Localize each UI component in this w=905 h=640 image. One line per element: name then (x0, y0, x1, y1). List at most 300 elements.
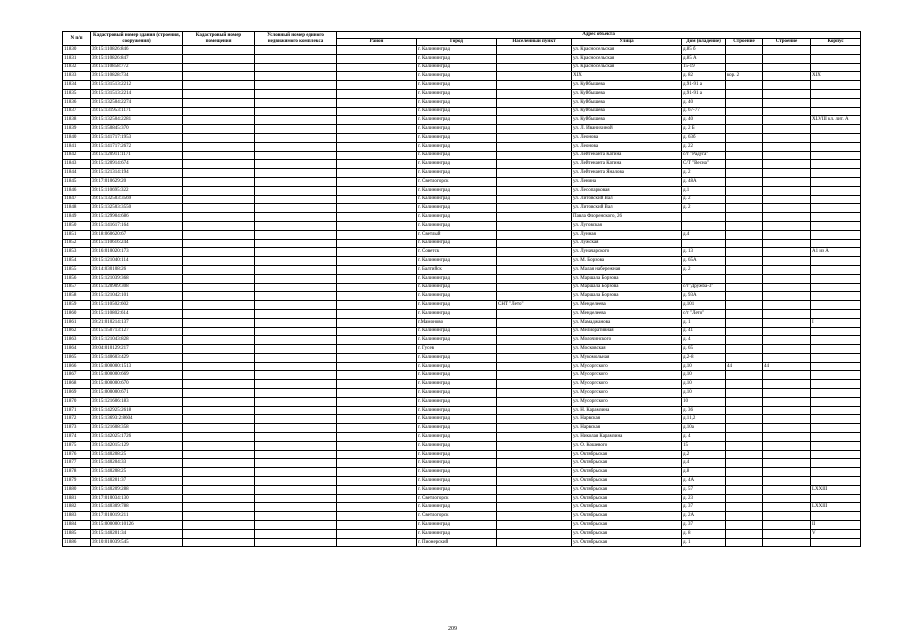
settlement-cell (497, 169, 572, 178)
street-cell: ул. Лесопарковая (572, 186, 682, 195)
num-cell: 11834 (63, 81, 91, 90)
complex-cell (255, 204, 337, 213)
complex-cell (255, 230, 337, 239)
cadastral-building-cell: 39:15:140209:288 (91, 485, 183, 494)
district-cell (337, 380, 417, 389)
col-building-header: Строение (726, 39, 763, 46)
district-cell (337, 521, 417, 530)
structure-cell (763, 371, 811, 380)
cadastral-room-cell (183, 380, 255, 389)
house-cell: д.10 (682, 380, 726, 389)
cadastral-room-cell (183, 433, 255, 442)
settlement-cell (497, 107, 572, 116)
cadastral-building-cell: 39:15:141717:2672 (91, 142, 183, 151)
street-cell: ул. Маршала Борзова (572, 283, 682, 292)
complex-cell (255, 318, 337, 327)
settlement-cell (497, 380, 572, 389)
cadastral-room-cell (183, 459, 255, 468)
district-cell (337, 63, 417, 72)
house-cell: 10 (682, 397, 726, 406)
complex-cell (255, 213, 337, 222)
city-cell: г. Калининград (417, 160, 497, 169)
korpus-cell (811, 107, 861, 116)
district-cell (337, 125, 417, 134)
num-cell: 11878 (63, 468, 91, 477)
city-cell: г. Калининград (417, 406, 497, 415)
cadastral-building-cell: 39:15:120914:674 (91, 160, 183, 169)
table-row (63, 133, 861, 142)
city-cell: г. Калининград (417, 485, 497, 494)
cadastral-building-cell: 39:15:110695:322 (91, 186, 183, 195)
cadastral-room-cell (183, 397, 255, 406)
table-row (63, 309, 861, 318)
structure-cell (763, 213, 811, 222)
street-cell: ул. Мусоргского (572, 397, 682, 406)
city-cell: г. Калининград (417, 133, 497, 142)
city-cell: г. Калининград (417, 257, 497, 266)
num-cell: 11879 (63, 477, 91, 486)
table-row (63, 169, 861, 178)
complex-cell (255, 72, 337, 81)
structure-cell (763, 169, 811, 178)
cadastral-room-cell (183, 177, 255, 186)
korpus-cell (811, 213, 861, 222)
table-row (63, 450, 861, 459)
cadastral-building-cell: 39:15:110858:772 (91, 63, 183, 72)
cadastral-building-cell: 39:15:121043:828 (91, 336, 183, 345)
building-cell (726, 503, 763, 512)
cadastral-room-cell (183, 107, 255, 116)
street-cell: ул. Октябрьская (572, 521, 682, 530)
structure-cell (763, 318, 811, 327)
korpus-cell (811, 63, 861, 72)
settlement-cell (497, 274, 572, 283)
building-cell: кор. 2 (726, 72, 763, 81)
city-cell: г. Советск (417, 248, 497, 257)
num-cell: 11840 (63, 133, 91, 142)
complex-cell (255, 301, 337, 310)
korpus-cell (811, 406, 861, 415)
city-cell: г. Калининград (417, 107, 497, 116)
cadastral-room-cell (183, 186, 255, 195)
settlement-cell (497, 72, 572, 81)
num-cell: 11886 (63, 538, 91, 547)
cadastral-building-cell: 39:15:150713:127 (91, 327, 183, 336)
complex-cell (255, 265, 337, 274)
city-cell: г. Калининград (417, 292, 497, 301)
district-cell (337, 195, 417, 204)
cadastral-building-cell: 39:15:140201:37 (91, 477, 183, 486)
complex-cell (255, 529, 337, 538)
street-cell: ул. Красносельская (572, 54, 682, 63)
cadastral-building-cell: 39:15:132503:3569 (91, 195, 183, 204)
col-house-header: Дом (владение) (682, 39, 726, 46)
table-header (63, 32, 861, 46)
table-row (63, 512, 861, 521)
table-row (63, 107, 861, 116)
cadastral-room-cell (183, 336, 255, 345)
structure-cell (763, 177, 811, 186)
city-cell: г. Калининград (417, 503, 497, 512)
table-row (63, 186, 861, 195)
district-cell (337, 406, 417, 415)
city-cell: г. Калининград (417, 204, 497, 213)
korpus-cell: II (811, 521, 861, 530)
complex-cell (255, 116, 337, 125)
district-cell (337, 318, 417, 327)
settlement-cell (497, 459, 572, 468)
settlement-cell (497, 283, 572, 292)
building-cell (726, 292, 763, 301)
street-cell: ул. Леонова (572, 133, 682, 142)
complex-cell (255, 521, 337, 530)
korpus-cell (811, 265, 861, 274)
street-cell: ул. Николая Карамзина (572, 433, 682, 442)
city-cell: г. Калининград (417, 142, 497, 151)
house-cell: д.101 (682, 301, 726, 310)
cadastral-room-cell (183, 371, 255, 380)
city-cell: г. Калининград (417, 353, 497, 362)
house-cell: д. 8 (682, 529, 726, 538)
building-cell (726, 186, 763, 195)
table-row (63, 477, 861, 486)
structure-cell (763, 529, 811, 538)
num-cell: 11841 (63, 142, 91, 151)
street-cell: ул. Куйбышева (572, 81, 682, 90)
settlement-cell (497, 98, 572, 107)
table-row (63, 424, 861, 433)
cadastral-room-cell (183, 133, 255, 142)
table-row (63, 125, 861, 134)
building-cell (726, 283, 763, 292)
street-cell: ул. Куйбышева (572, 98, 682, 107)
district-cell (337, 292, 417, 301)
num-cell: 11843 (63, 160, 91, 169)
district-cell (337, 397, 417, 406)
building-cell (726, 415, 763, 424)
complex-cell (255, 248, 337, 257)
cadastral-building-cell: 39:15:129904:686 (91, 213, 183, 222)
structure-cell (763, 538, 811, 547)
complex-cell (255, 257, 337, 266)
settlement-cell (497, 309, 572, 318)
table-row (63, 441, 861, 450)
street-cell: ул. Луначарского (572, 248, 682, 257)
table-row (63, 494, 861, 503)
city-cell: г. Калининград (417, 336, 497, 345)
num-cell: 11859 (63, 301, 91, 310)
korpus-cell (811, 169, 861, 178)
korpus-cell: А1 из А (811, 248, 861, 257)
house-cell: 15-19 (682, 63, 726, 72)
complex-cell (255, 538, 337, 547)
district-cell (337, 81, 417, 90)
structure-cell (763, 353, 811, 362)
city-cell: г. Калининград (417, 309, 497, 318)
settlement-cell (497, 195, 572, 204)
house-cell: с/т"Дружба-3" (682, 283, 726, 292)
korpus-cell: V (811, 529, 861, 538)
structure-cell (763, 72, 811, 81)
table-row (63, 195, 861, 204)
street-cell: ул. Октябрьская (572, 503, 682, 512)
num-cell: 11847 (63, 195, 91, 204)
cadastral-building-cell: 39:15:132504:2281 (91, 116, 183, 125)
structure-cell (763, 248, 811, 257)
building-cell (726, 221, 763, 230)
cadastral-room-cell (183, 309, 255, 318)
district-cell (337, 204, 417, 213)
city-cell: г. Калининград (417, 327, 497, 336)
settlement-cell (497, 494, 572, 503)
building-cell (726, 494, 763, 503)
table-row (63, 538, 861, 547)
city-cell: г. Светлый (417, 230, 497, 239)
district-cell (337, 424, 417, 433)
building-cell (726, 81, 763, 90)
house-cell: д.4 (682, 230, 726, 239)
settlement-cell (497, 512, 572, 521)
street-cell: ул. Лужская (572, 239, 682, 248)
korpus-cell (811, 186, 861, 195)
city-cell: г. Светлогорск (417, 177, 497, 186)
complex-cell (255, 433, 337, 442)
korpus-cell (811, 160, 861, 169)
col-district-header: Район (337, 39, 417, 46)
structure-cell (763, 485, 811, 494)
cadastral-building-cell: 39:15:140208:25 (91, 450, 183, 459)
num-cell: 11862 (63, 327, 91, 336)
complex-cell (255, 424, 337, 433)
cadastral-room-cell (183, 503, 255, 512)
complex-cell (255, 81, 337, 90)
cadastral-room-cell (183, 529, 255, 538)
building-cell (726, 371, 763, 380)
num-cell: 11880 (63, 485, 91, 494)
city-cell: г. Калининград (417, 433, 497, 442)
settlement-cell (497, 54, 572, 63)
settlement-cell (497, 318, 572, 327)
cadastral-room-cell (183, 204, 255, 213)
street-cell: ул. Мусоргского (572, 362, 682, 371)
table-row (63, 459, 861, 468)
num-cell: 11855 (63, 265, 91, 274)
settlement-cell (497, 160, 572, 169)
city-cell: г. Калининград (417, 151, 497, 160)
complex-cell (255, 283, 337, 292)
building-cell (726, 257, 763, 266)
street-cell: ул. Нарвская (572, 424, 682, 433)
settlement-cell (497, 521, 572, 530)
street-cell: ул. Красносельская (572, 63, 682, 72)
cadastral-building-cell: 39:17:010019:211 (91, 512, 183, 521)
cadastral-room-cell (183, 116, 255, 125)
building-cell (726, 151, 763, 160)
cadastral-building-cell: 39:15:110826:847 (91, 54, 183, 63)
korpus-cell (811, 433, 861, 442)
street-cell: Павла Флоренского, 26 (572, 213, 682, 222)
building-cell (726, 380, 763, 389)
complex-cell (255, 362, 337, 371)
col-city-header: Город (417, 39, 497, 46)
district-cell (337, 468, 417, 477)
settlement-cell (497, 424, 572, 433)
street-cell: ул. Литовский Вал (572, 204, 682, 213)
settlement-cell (497, 477, 572, 486)
cadastral-building-cell: 39:15:142015:129 (91, 441, 183, 450)
cadastral-building-cell: 39:15:140603:429 (91, 353, 183, 362)
table-row (63, 503, 861, 512)
city-cell: г. Калининград (417, 283, 497, 292)
street-cell: ул. Ленина (572, 177, 682, 186)
district-cell (337, 336, 417, 345)
city-cell: г. Калининград (417, 301, 497, 310)
structure-cell (763, 397, 811, 406)
city-cell: г. Калининград (417, 116, 497, 125)
num-cell: 11868 (63, 380, 91, 389)
structure-cell (763, 107, 811, 116)
settlement-cell (497, 46, 572, 55)
house-cell: д. 67-77 (682, 107, 726, 116)
district-cell (337, 151, 417, 160)
cadastral-room-cell (183, 248, 255, 257)
district-cell (337, 177, 417, 186)
korpus-cell (811, 81, 861, 90)
settlement-cell (497, 503, 572, 512)
cadastral-building-cell: 39:15:121606:183 (91, 397, 183, 406)
building-cell (726, 169, 763, 178)
cadastral-building-cell: 39:15:131953:1171 (91, 107, 183, 116)
complex-cell (255, 177, 337, 186)
structure-cell (763, 125, 811, 134)
col-korpus-header: Корпус (811, 39, 861, 46)
settlement-cell (497, 213, 572, 222)
table-row (63, 116, 861, 125)
city-cell: г. Калининград (417, 459, 497, 468)
house-cell: д. 1 (682, 538, 726, 547)
house-cell: д.10 (682, 362, 726, 371)
table-row (63, 485, 861, 494)
district-cell (337, 538, 417, 547)
structure-cell (763, 415, 811, 424)
table-row (63, 327, 861, 336)
cadastral-building-cell: 39:14:030108:26 (91, 265, 183, 274)
cadastral-building-cell: 39:10:010039:545 (91, 538, 183, 547)
house-cell: с/т "Радуга" (682, 151, 726, 160)
korpus-cell (811, 230, 861, 239)
korpus-cell (811, 125, 861, 134)
col-complex-header: Условный номер единого недвижимого комплекса (255, 32, 337, 46)
house-cell: д. 41 (682, 327, 726, 336)
city-cell: г.Мамоново (417, 318, 497, 327)
building-cell (726, 406, 763, 415)
street-cell: ул. Малая набережная (572, 265, 682, 274)
city-cell: г. Калининград (417, 125, 497, 134)
street-cell: ул. Маршала Борзова (572, 274, 682, 283)
num-cell: 11883 (63, 512, 91, 521)
cadastral-building-cell: 39:15:150845:370 (91, 125, 183, 134)
num-cell: 11884 (63, 521, 91, 530)
district-cell (337, 485, 417, 494)
num-cell: 11877 (63, 459, 91, 468)
street-cell: ул. Леонова (572, 142, 682, 151)
house-cell: д. 82 (682, 72, 726, 81)
city-cell: г. Калининград (417, 221, 497, 230)
korpus-cell (811, 512, 861, 521)
district-cell (337, 345, 417, 354)
cadastral-building-cell: 39:15:110502:602 (91, 301, 183, 310)
table-row (63, 529, 861, 538)
cadastral-room-cell (183, 46, 255, 55)
district-cell (337, 477, 417, 486)
house-cell: д.91-91 а (682, 81, 726, 90)
cadastral-building-cell: 39:15:131513:2214 (91, 89, 183, 98)
cadastral-room-cell (183, 72, 255, 81)
table-row (63, 415, 861, 424)
korpus-cell (811, 389, 861, 398)
cadastral-room-cell (183, 169, 255, 178)
cadastral-building-cell: 39:21:010214:137 (91, 318, 183, 327)
street-cell: ул. Мукомольная (572, 353, 682, 362)
structure-cell (763, 477, 811, 486)
settlement-cell (497, 433, 572, 442)
korpus-cell (811, 274, 861, 283)
city-cell: г. Калининград (417, 362, 497, 371)
city-cell: г. Гусев (417, 345, 497, 354)
structure-cell (763, 459, 811, 468)
house-cell: д.1 (682, 186, 726, 195)
city-cell: г. Калининград (417, 169, 497, 178)
num-cell: 11832 (63, 63, 91, 72)
num-cell: 11856 (63, 274, 91, 283)
cadastral-room-cell (183, 54, 255, 63)
cadastral-room-cell (183, 362, 255, 371)
cadastral-room-cell (183, 327, 255, 336)
structure-cell (763, 274, 811, 283)
city-cell: г. Калининград (417, 46, 497, 55)
street-cell: ул. Октябрьская (572, 459, 682, 468)
district-cell (337, 160, 417, 169)
page-number: 209 (448, 626, 457, 632)
cadastral-room-cell (183, 468, 255, 477)
house-cell (682, 239, 726, 248)
city-cell: г. Калининград (417, 81, 497, 90)
settlement-cell (497, 468, 572, 477)
district-cell (337, 389, 417, 398)
korpus-cell (811, 450, 861, 459)
cadastral-room-cell (183, 195, 255, 204)
cadastral-building-cell: 39:15:110616:244 (91, 239, 183, 248)
cadastral-building-cell: 39:15:121042:101 (91, 292, 183, 301)
table-row (63, 81, 861, 90)
cadastral-building-cell: 39:04:010129:217 (91, 345, 183, 354)
street-cell: ул. Октябрьская (572, 450, 682, 459)
num-cell: 11881 (63, 494, 91, 503)
table-row (63, 292, 861, 301)
street-cell: ул. Нарвская (572, 415, 682, 424)
cadastral-building-cell: 39:16:010020:173 (91, 248, 183, 257)
num-cell: 11865 (63, 353, 91, 362)
table-row (63, 301, 861, 310)
complex-cell (255, 459, 337, 468)
city-cell: г. Калининград (417, 72, 497, 81)
district-cell (337, 327, 417, 336)
cadastral-building-cell: 39:15:121608:358 (91, 424, 183, 433)
district-cell (337, 98, 417, 107)
building-cell (726, 336, 763, 345)
building-cell (726, 538, 763, 547)
cadastral-room-cell (183, 63, 255, 72)
